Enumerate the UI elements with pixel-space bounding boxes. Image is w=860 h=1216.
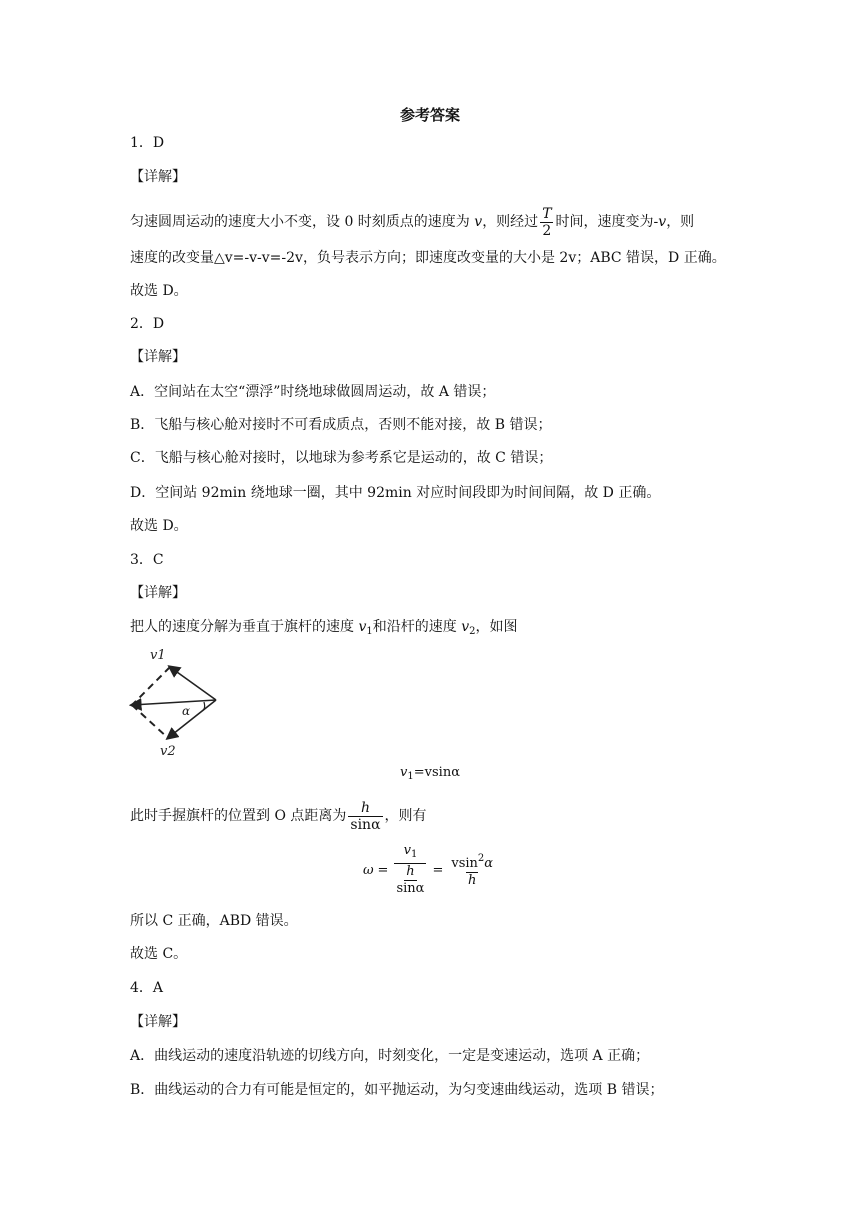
q2-conclusion: 故选 D。 (130, 518, 188, 534)
q4-option-a: A．曲线运动的速度沿轨迹的切线方向，时刻变化，一定是变速运动，选项 A 正确； (130, 1048, 650, 1064)
velocity-decomposition-figure (126, 645, 221, 760)
fraction-t-over-2: $\frac{T}{2}$ (542, 205, 552, 239)
q4-detail-heading: 【详解】 (130, 1014, 186, 1030)
q2-option-a: A．空间站在太空“漂浮”时绕地球做圆周运动，故 A 错误； (130, 384, 496, 400)
q2-option-b: B．飞船与核心舱对接时不可看成质点，否则不能对接，故 B 错误； (130, 417, 552, 433)
q3-result: 所以 C 正确，ABD 错误。 (130, 913, 298, 929)
q3-conclusion: 故选 C。 (130, 946, 188, 962)
q2-detail-heading: 【详解】 (130, 349, 186, 365)
q1-paragraph-1: 匀速圆周运动的速度大小不变，设 0 时刻质点的速度为 v，则经过 $\frac{T}{2}$ 时间，速度变为-v，则 (130, 205, 695, 239)
q3-paragraph-2: 此时手握旗杆的位置到 O 点距离为 $\frac{h}{\sin\alpha}$ ，则有 (130, 799, 427, 833)
q3-paragraph-1: 把人的速度分解为垂直于旗杆的速度 $v_1$和沿杆的速度 $v_2$，如图 (130, 619, 518, 637)
q1-detail-heading: 【详解】 (130, 169, 186, 185)
q3-detail-heading: 【详解】 (130, 585, 186, 601)
q1-paragraph-2: 速度的改变量△v=-v-v=-2v，负号表示方向；即速度改变量的大小是 2v；ABC 错误，D 正确。 (130, 250, 726, 266)
alpha-label: α (182, 704, 191, 718)
q4-answer: 4．A (130, 980, 164, 996)
fraction-h-over-sina: $\frac{h}{\sin\alpha}$ (350, 799, 381, 833)
v1-label: v1 (150, 648, 166, 663)
q3-omega-equation: ω = $v_1$ h sinα = $\frac{vsin^2\alpha}{h}$ (362, 843, 494, 896)
q2-answer: 2．D (130, 316, 165, 332)
q3-answer: 3．C (130, 552, 164, 568)
q1-answer: 1．D (130, 135, 165, 151)
v2-label: v2 (160, 744, 176, 759)
q1-conclusion: 故选 D。 (130, 283, 188, 299)
page-title: 参考答案 (399, 106, 460, 124)
q2-option-d: D．空间站 92min 绕地球一圈，其中 92min 对应时间段即为时间间隔，故 D 正确。 (130, 485, 661, 501)
q2-option-c: C．飞船与核心舱对接时，以地球为参考系它是运动的，故 C 错误； (130, 450, 553, 466)
q4-option-b: B．曲线运动的合力有可能是恒定的，如平抛运动，为匀变速曲线运动，选项 B 错误； (130, 1082, 664, 1098)
q3-equation-1: $v_1=vsin\alpha$ (400, 765, 460, 782)
